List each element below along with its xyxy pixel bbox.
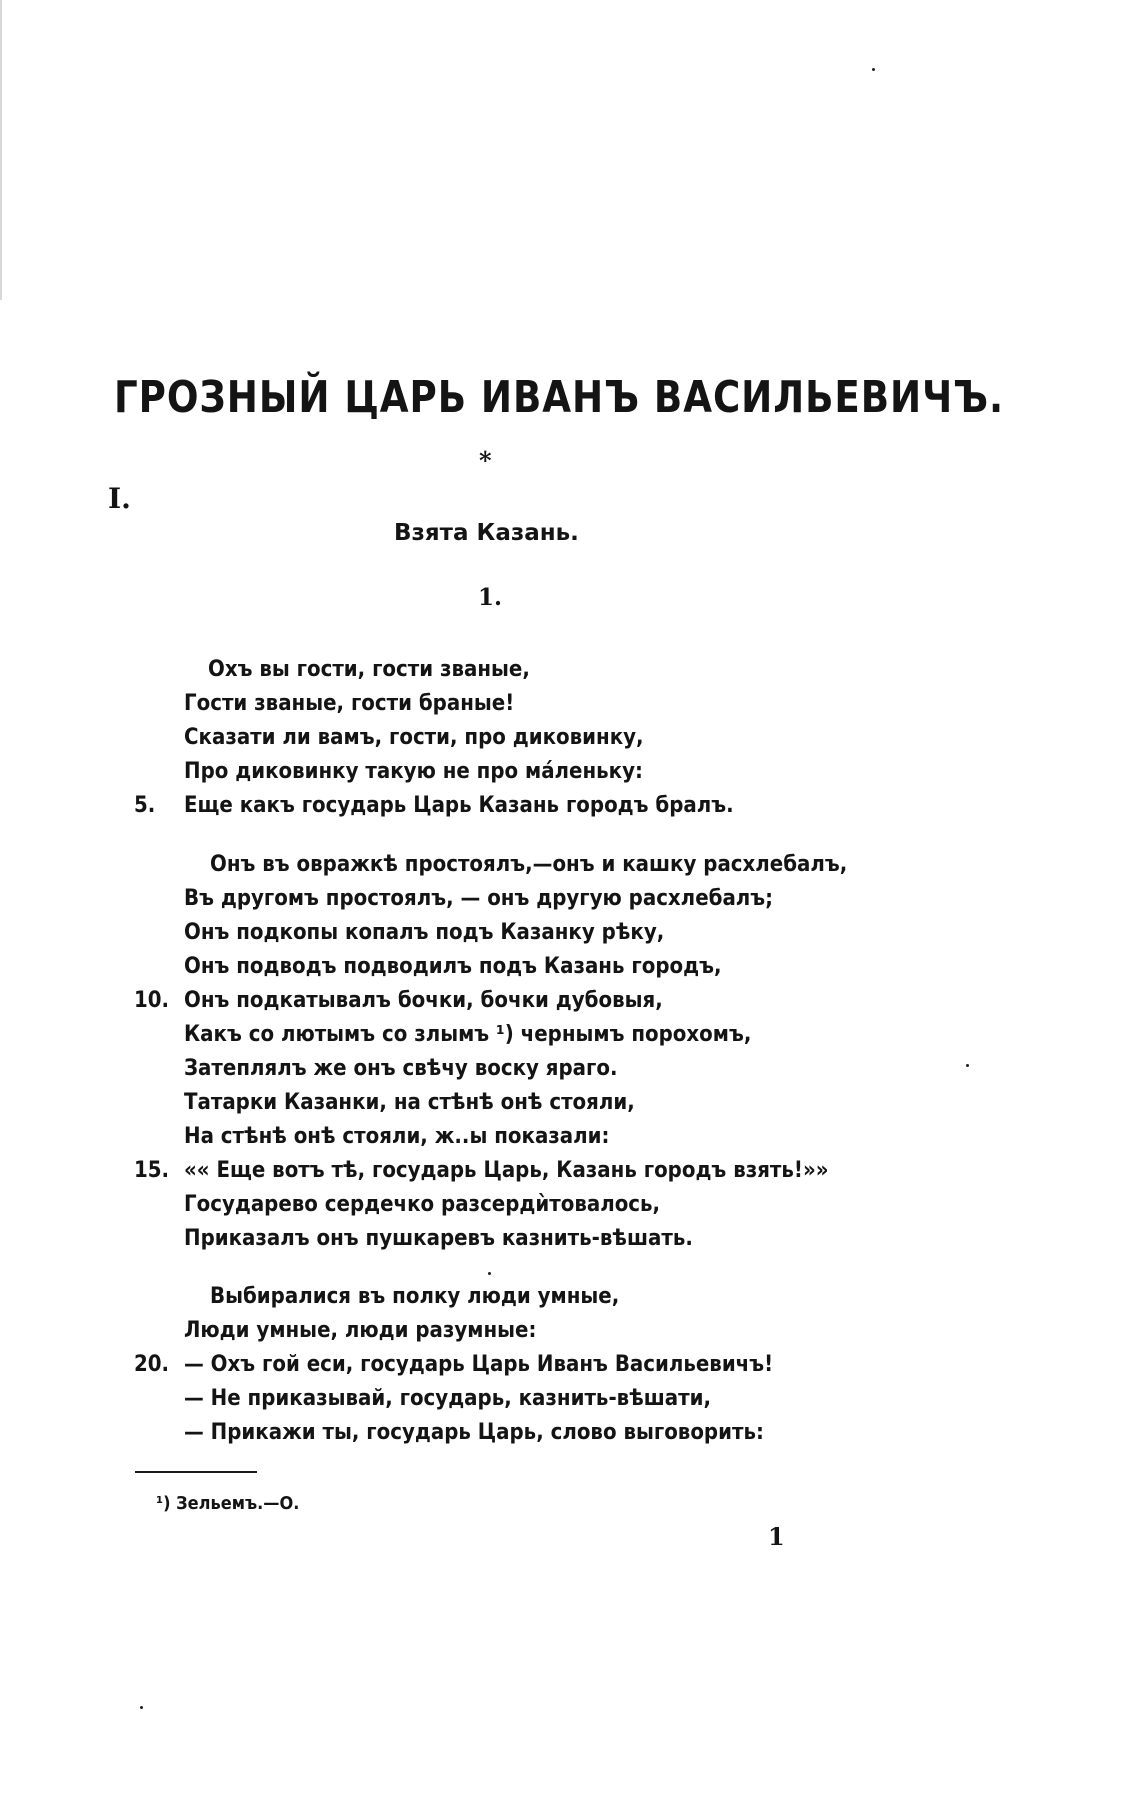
line-number: 10. <box>134 988 170 1013</box>
line-text: Гости званые, гости браные! <box>184 691 515 716</box>
line-text: Затеплялъ же онъ свѣчу воску яраго. <box>184 1056 618 1081</box>
ornament-asterisk: * <box>479 446 492 475</box>
page-number: 1 <box>768 1522 785 1551</box>
footnote-rule <box>135 1471 257 1473</box>
line-number: 15. <box>134 1158 170 1183</box>
scan-speck <box>488 1272 491 1275</box>
part-number: I. <box>108 482 131 515</box>
line-text: Приказалъ онъ пушкаревъ казнить-вѣшать. <box>184 1226 693 1251</box>
line-text: Онъ подводъ подводилъ подъ Казань городъ, <box>184 954 722 979</box>
page-title: ГРОЗНЫЙ ЦАРЬ ИВАНЪ ВАСИЛЬЕВИЧЪ. <box>114 372 1005 423</box>
line-text: Еще какъ государь Царь Казань городъ бралъ. <box>184 793 734 818</box>
line-number: 20. <box>134 1352 170 1377</box>
line-text: На стѣнѣ онѣ стояли, ж..ы показали: <box>184 1124 610 1149</box>
line-text: Онъ подкопы копалъ подъ Казанку рѣку, <box>184 920 665 945</box>
song-number: 1. <box>478 584 503 611</box>
line-text: Онъ въ овражкѣ простоялъ,—онъ и кашку расхлебалъ, <box>210 852 848 877</box>
scan-speck <box>872 68 875 71</box>
line-text: Выбиралися въ полку люди умные, <box>210 1284 620 1309</box>
line-text: — Прикажи ты, государь Царь, слово выговорить: <box>184 1420 764 1445</box>
line-text: Люди умные, люди разумные: <box>184 1318 537 1343</box>
line-text: «« Еще вотъ тѣ, государь Царь, Казань городъ взять!»» <box>184 1158 829 1183</box>
line-text: Въ другомъ простоялъ, — онъ другую расхлебалъ; <box>184 886 774 911</box>
line-text: — Не приказывай, государь, казнить-вѣшати, <box>184 1386 711 1411</box>
line-text: Татарки Казанки, на стѣнѣ онѣ стояли, <box>184 1090 635 1115</box>
song-subtitle: Взята Казань. <box>394 520 579 546</box>
line-text: — Охъ гой еси, государь Царь Иванъ Васильевичъ! <box>184 1352 774 1377</box>
scan-speck <box>140 1706 143 1709</box>
footnote: ¹) Зельемъ.—О. <box>156 1493 300 1514</box>
scan-edge-mark <box>0 0 2 300</box>
line-text: Онъ подкатывалъ бочки, бочки дубовыя, <box>184 988 663 1013</box>
line-text: Государево сердечко разсердѝтовалось, <box>184 1192 661 1217</box>
line-number: 5. <box>134 793 156 818</box>
scan-speck <box>966 1064 969 1067</box>
line-text: Какъ со лютымъ со злымъ ¹) чернымъ порохомъ, <box>184 1022 752 1047</box>
line-text: Охъ вы гости, гости званые, <box>208 657 530 682</box>
line-text: Сказати ли вамъ, гости, про диковинку, <box>184 725 644 750</box>
line-text: Про диковинку такую не про мáленьку: <box>184 759 643 784</box>
